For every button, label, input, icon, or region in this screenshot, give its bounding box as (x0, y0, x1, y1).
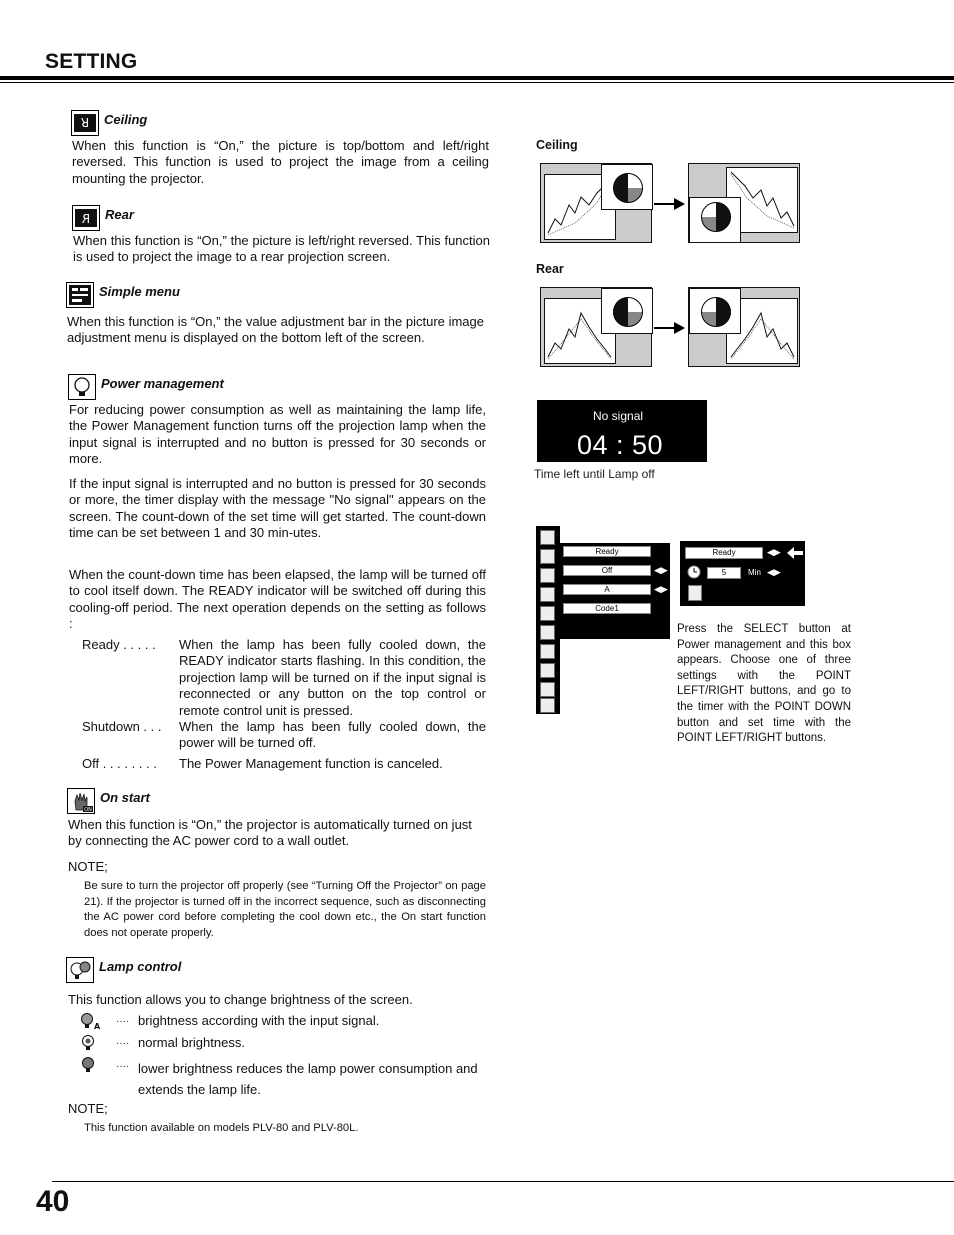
svg-text:ON: ON (84, 807, 92, 813)
menu-field-key-lock[interactable]: Code1 (563, 603, 651, 614)
option-value: When the lamp has been fully cooled down, the READY indicator starts flashing. In this condition, the projection lamp will be turned on if the input signal is reconnected or any button on the top control or remote control unit is pressed. (179, 637, 486, 718)
ceiling-after-screen (688, 163, 800, 243)
option-key: Off . . . . . . . . (82, 756, 157, 771)
svg-text:R: R (81, 212, 91, 226)
left-right-arrows-icon: ◀▶ (654, 565, 668, 575)
on-start-icon (67, 788, 95, 814)
page-title: SETTING (45, 50, 138, 73)
ceiling-figure-label: Ceiling (536, 138, 578, 152)
simple-menu-body: When this function is “On,” the value adjustment bar in the picture image adjustment menu is displayed on the bottom left of the screen. (67, 314, 484, 346)
pie-icon (701, 297, 731, 327)
menu-icon[interactable] (540, 568, 555, 583)
back-arrow-icon[interactable] (787, 546, 803, 564)
menu-icon[interactable] (540, 682, 555, 697)
no-signal-timer: 04 : 50 (577, 430, 664, 460)
option-key: Shutdown . . . (82, 719, 162, 734)
rear-title: Rear (105, 207, 134, 222)
left-right-arrows-icon: ◀▶ (767, 547, 781, 557)
lamp-item-dots: ···· (116, 1038, 130, 1049)
arrow-right-icon (654, 321, 686, 340)
left-right-arrows-icon: ◀▶ (654, 584, 668, 594)
exit-icon[interactable] (688, 585, 702, 601)
no-signal-display (537, 400, 707, 462)
simple-menu-title: Simple menu (99, 284, 180, 299)
footer-rule (52, 1181, 954, 1182)
menu-field-power-management[interactable]: Ready (563, 546, 651, 557)
lamp-control-icon (66, 957, 94, 983)
on-start-note-label: NOTE; (68, 859, 108, 874)
lamp-normal-icon (79, 1034, 99, 1052)
pie-icon (613, 173, 643, 203)
menu-settings-panel (560, 543, 670, 639)
on-start-body: When this function is “On,” the projector is automatically turned on just by connecting the AC power cord to a wall outlet. (68, 817, 472, 849)
header-rule (0, 76, 954, 80)
power-mode-field[interactable]: Ready (685, 547, 763, 559)
ceiling-icon (71, 110, 99, 136)
rear-body: When this function is “On,” the picture is left/right reversed. This function is used to project the image to a rear projection screen. (73, 233, 490, 265)
lamp-control-intro: This function allows you to change brightness of the screen. (68, 992, 413, 1007)
menu-icon[interactable] (540, 530, 555, 545)
option-shutdown (82, 719, 487, 753)
power-management-title: Power management (101, 376, 224, 391)
menu-icon[interactable] (540, 698, 555, 713)
svg-text:A: A (94, 1022, 101, 1031)
arrow-right-icon (654, 197, 686, 216)
lamp-eco-icon (79, 1056, 99, 1074)
power-management-p3: When the count-down time has been elapsed, the lamp will be turned off to cool itself down. The READY indicator will be switched off during this cooling-off period. The next operation depends on the setting as follows : (69, 567, 486, 632)
timer-value-field[interactable]: 5 (707, 567, 741, 579)
header-rule-thin (0, 82, 954, 83)
lamp-item-text: normal brightness. (138, 1035, 245, 1050)
on-start-note: Be sure to turn the projector off properly (see “Turning Off the Projector” on page 21). If the projector is turned off in the incorrect sequence, such as disconnecting the AC power cord before completing the cool down etc., the On start function does not operate properly. (84, 880, 486, 939)
rear-before-screen (540, 287, 652, 367)
power-management-dialog (680, 541, 805, 606)
menu-icon[interactable] (540, 549, 555, 564)
lamp-control-note: This function available on models PLV-80 and PLV-80L. (84, 1122, 359, 1134)
power-management-icon (68, 374, 96, 400)
menu-field-lamp-control[interactable]: A (563, 584, 651, 595)
timer-clock-icon (687, 565, 701, 584)
menu-icon[interactable] (540, 625, 555, 640)
option-key: Ready . . . . . (82, 637, 156, 652)
menu-icon[interactable] (540, 587, 555, 602)
power-management-p1: For reducing power consumption as well as maintaining the lamp life, the Power Management function turns off the projection lamp when the input signal is interrupted and no button is pressed for 30 seconds or more. (69, 402, 486, 467)
page-number: 40 (36, 1185, 70, 1218)
on-start-title: On start (100, 790, 150, 805)
simple-menu-icon (66, 282, 94, 308)
lamp-control-note-label: NOTE; (68, 1101, 108, 1116)
lamp-item-dots: ···· (116, 1016, 130, 1027)
left-right-arrows-icon: ◀▶ (767, 567, 781, 577)
lamp-item-dots: ···· (116, 1061, 130, 1072)
menu-caption: Press the SELECT button at Power management and this box appears. Choose one of three settings with the POINT LEFT/RIGHT buttons, and go to the timer with the POINT DOWN button and set time with the POINT LEFT/RIGHT buttons. (677, 623, 851, 745)
menu-icon[interactable] (540, 663, 555, 678)
rear-figure-label: Rear (536, 262, 564, 276)
pie-icon (613, 297, 643, 327)
option-value: When the lamp has been fully cooled down, the power will be turned off. (179, 719, 486, 751)
no-signal-message: No signal (593, 409, 644, 423)
lamp-item-text: brightness according with the input signal. (138, 1013, 380, 1028)
power-management-p2: If the input signal is interrupted and no button is pressed for 30 seconds or more, the timer display with the message "No signal" appears on the screen. The count-down of the set time will get started. The count-down time can be set between 1 and 30 min-utes. (69, 476, 486, 541)
menu-icon[interactable] (540, 644, 555, 659)
no-signal-caption: Time left until Lamp off (534, 467, 655, 481)
lamp-auto-icon (79, 1012, 99, 1030)
menu-icon-bar (536, 526, 560, 714)
lamp-item-text: lower brightness reduces the lamp power consumption and extends the lamp life. (138, 1061, 478, 1097)
menu-field-on-start[interactable]: Off (563, 565, 651, 576)
menu-icon[interactable] (540, 606, 555, 621)
ceiling-before-screen (540, 163, 652, 243)
rear-icon (72, 205, 100, 231)
timer-unit: Min (748, 568, 761, 577)
option-off (82, 756, 487, 774)
pie-icon (701, 202, 731, 232)
ceiling-body: When this function is “On,” the picture is top/bottom and left/right reversed. This function is used to project the image from a ceiling mounting the projector. (72, 138, 489, 186)
svg-text:R: R (80, 115, 90, 129)
option-ready (82, 637, 487, 719)
ceiling-title: Ceiling (104, 112, 148, 127)
rear-after-screen (688, 287, 800, 367)
option-value: The Power Management function is canceled. (179, 756, 443, 771)
lamp-control-title: Lamp control (99, 959, 182, 974)
